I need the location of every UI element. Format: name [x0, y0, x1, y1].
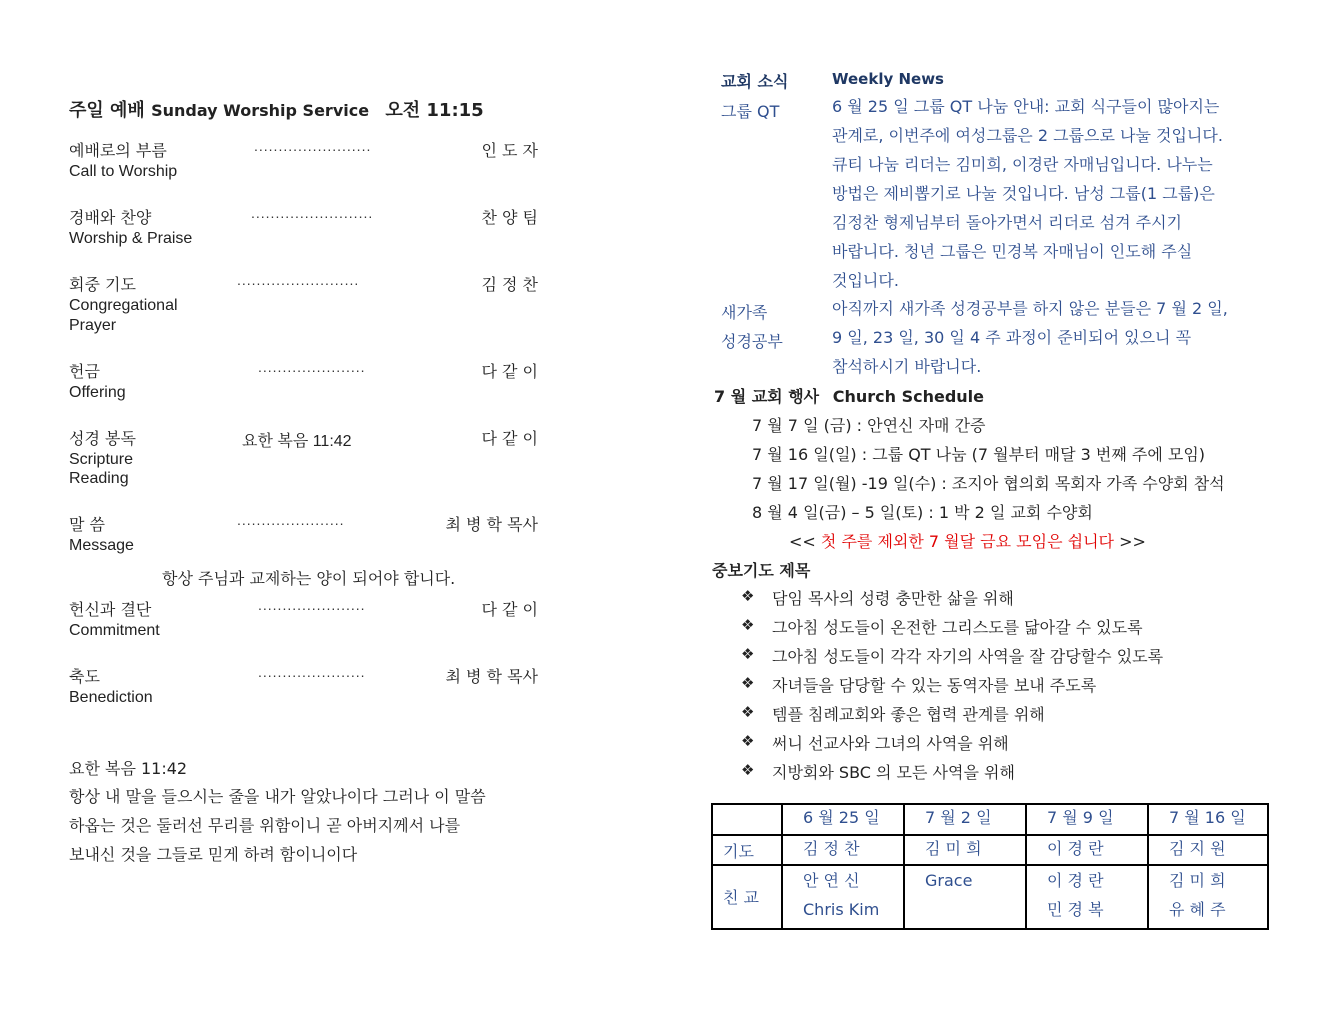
order-item-ko: 예배로의 부름 [69, 141, 167, 160]
order-item-leader: 인 도 자 [481, 141, 538, 160]
duty-fellowship-name: 민 경 복 [1047, 900, 1104, 919]
order-item-en: Scripture [69, 451, 134, 468]
friday-notice [789, 529, 1146, 552]
schedule-item: 7 월 17 일(월) -19 일(수) : 조지아 협의회 목회자 가족 수양회 참석 [752, 474, 1225, 493]
duty-date: 7 월 9 일 [1026, 804, 1148, 835]
schedule-heading [714, 384, 984, 407]
worship-time: 오전 11:15 [385, 100, 484, 121]
duty-table [711, 803, 1269, 930]
duty-prayer-label: 기도 [712, 835, 782, 865]
news-heading-en: Weekly News [832, 70, 944, 88]
schedule-item: 7 월 7 일 (금) : 안연신 자매 간증 [752, 416, 986, 435]
notice-open: << [789, 532, 821, 551]
notice-text: 첫 주를 제외한 7 월달 금요 모임은 쉽니다 [820, 532, 1114, 551]
duty-date: 7 월 2 일 [904, 804, 1026, 835]
qt-line: 큐티 나눔 리더는 김미희, 이경란 자매님입니다. 나누는 [832, 155, 1213, 174]
newcomer-line: 참석하시기 바랍니다. [832, 357, 982, 376]
prayer-item: 써니 선교사와 그녀의 사역을 위해 [772, 734, 1009, 753]
prayer-item: 템플 침례교회와 좋은 협력 관계를 위해 [772, 705, 1045, 724]
duty-prayer-name: 이 경 란 [1026, 835, 1148, 865]
order-item-leader: 최 병 학 목사 [445, 667, 538, 686]
schedule-item: 8 월 4 일(금) – 5 일(토) : 1 박 2 일 교회 수양회 [752, 503, 1093, 522]
duty-fellowship-cell [1148, 865, 1268, 929]
order-item-ko: 헌금 [69, 362, 100, 381]
order-item-ko: 회중 기도 [69, 275, 136, 294]
order-item-ko: 성경 봉독 [69, 429, 136, 448]
prayer-item: 지방회와 SBC 의 모든 사역을 위해 [772, 763, 1015, 782]
duty-prayer-name: 김 미 희 [904, 835, 1026, 865]
scripture-reference: 요한 복음 11:42 [242, 433, 352, 450]
order-item-en: Offering [69, 384, 126, 401]
diamond-bullet-icon: ❖ [741, 616, 755, 634]
notice-close: >> [1113, 532, 1146, 551]
duty-fellowship-name: Chris Kim [803, 900, 880, 919]
duty-prayer-name: 김 정 찬 [782, 835, 904, 865]
order-item-leader: 최 병 학 목사 [445, 515, 538, 534]
duty-corner-cell [712, 804, 782, 835]
duty-fellowship-name: 김 미 희 [1169, 871, 1226, 890]
prayer-item: 그아침 성도들이 각각 자기의 사역을 잘 감당할수 있도록 [772, 647, 1164, 666]
prayer-item: 담임 목사의 성령 충만한 삶을 위해 [772, 589, 1014, 608]
prayer-item: 자녀들을 담당할 수 있는 동역자를 보내 주도록 [772, 676, 1097, 695]
prayer-item: 그아침 성도들이 온전한 그리스도를 닮아갈 수 있도록 [772, 618, 1143, 637]
order-item-en: Benediction [69, 689, 153, 706]
newcomer-label: 새가족 [721, 303, 768, 322]
duty-fellowship-cell [782, 865, 904, 929]
qt-line: 것입니다. [832, 271, 899, 290]
order-item-en: Call to Worship [69, 163, 178, 180]
duty-fellowship-cell [1026, 865, 1148, 929]
duty-date: 6 월 25 일 [782, 804, 904, 835]
diamond-bullet-icon: ❖ [741, 645, 755, 663]
leader-dots: ...................... [258, 664, 366, 680]
qt-line: 김정찬 형제님부터 돌아가면서 리더로 섬겨 주시기 [832, 213, 1183, 232]
leader-dots: ...................... [258, 359, 366, 375]
duty-fellowship-name: Grace [925, 871, 973, 890]
newcomer-label-line2: 성경공부 [721, 332, 783, 351]
prayer-heading: 중보기도 제목 [712, 561, 811, 580]
order-item-en: Message [69, 537, 134, 554]
duty-prayer-name: 김 지 원 [1148, 835, 1268, 865]
schedule-heading-en: Church Schedule [832, 387, 984, 406]
worship-title-en: Sunday Worship Service [151, 101, 370, 120]
order-item-leader: 다 같 이 [481, 600, 538, 619]
qt-text [832, 92, 1223, 295]
order-item-en-line2: Prayer [69, 317, 117, 334]
news-heading-ko: 교회 소식 [721, 72, 789, 91]
diamond-bullet-icon: ❖ [741, 732, 755, 750]
duty-header-row [712, 804, 1268, 835]
order-item-ko: 말 씀 [69, 515, 105, 534]
leader-dots: ...................... [237, 512, 345, 528]
diamond-bullet-icon: ❖ [741, 761, 755, 779]
diamond-bullet-icon: ❖ [741, 703, 755, 721]
qt-line: 방법은 제비뽑기로 나눌 것입니다. 남성 그룹(1 그룹)은 [832, 184, 1215, 203]
order-item-ko: 헌신과 결단 [69, 600, 152, 619]
duty-fellowship-name: 이 경 란 [1047, 871, 1104, 890]
schedule-heading-ko: 7 월 교회 행사 [714, 387, 820, 406]
sermon-note: 항상 주님과 교제하는 양이 되어야 합니다. [162, 569, 456, 588]
qt-line: 관계로, 이번주에 여성그룹은 2 그룹으로 나눌 것입니다. [832, 126, 1223, 145]
order-item-ko: 축도 [69, 667, 100, 686]
duty-fellowship-name: 안 연 신 [803, 871, 860, 890]
diamond-bullet-icon: ❖ [741, 587, 755, 605]
scripture-line: 항상 내 말을 들으시는 줄을 내가 알았나이다 그러나 이 말씀 [69, 787, 486, 806]
scripture-line: 보내신 것을 그들로 믿게 하려 함이니이다 [69, 845, 358, 864]
diamond-bullet-icon: ❖ [741, 674, 755, 692]
leader-dots: ......................... [251, 205, 374, 221]
qt-label: 그룹 QT [721, 102, 780, 121]
order-item-en: Commitment [69, 622, 160, 639]
duty-prayer-row [712, 835, 1268, 865]
order-item-leader: 다 같 이 [481, 362, 538, 381]
scripture-title: 요한 복음 11:42 [69, 759, 188, 778]
duty-date: 7 월 16 일 [1148, 804, 1268, 835]
order-item-en-line2: Reading [69, 470, 129, 487]
order-item-en: Worship & Praise [69, 230, 193, 247]
newcomer-line: 9 일, 23 일, 30 일 4 주 과정이 준비되어 있으니 꼭 [832, 328, 1192, 347]
duty-fellowship-row [712, 865, 1268, 929]
qt-line: 6 월 25 일 그룹 QT 나눔 안내: 교회 식구들이 많아지는 [832, 97, 1220, 116]
duty-fellowship-label: 친 교 [712, 865, 782, 929]
order-item-leader: 김 정 찬 [481, 275, 538, 294]
duty-fellowship-cell [904, 865, 1026, 929]
order-item-leader: 찬 양 팀 [481, 208, 538, 227]
leader-dots: ......................... [237, 272, 360, 288]
order-item-en: Congregational [69, 297, 178, 314]
worship-title-ko: 주일 예배 [69, 100, 145, 121]
leader-dots: ........................ [254, 138, 372, 154]
duty-fellowship-name: 유 혜 주 [1169, 900, 1226, 919]
newcomer-line: 아직까지 새가족 성경공부를 하지 않은 분들은 7 월 2 일, [832, 299, 1228, 318]
schedule-item: 7 월 16 일(일) : 그룹 QT 나눔 (7 월부터 매달 3 번째 주에 모임) [752, 445, 1206, 464]
order-item-leader: 다 같 이 [481, 429, 538, 448]
worship-title [69, 96, 484, 122]
scripture-line: 하옵는 것은 둘러선 무리를 위함이니 곧 아버지께서 나를 [69, 816, 461, 835]
newcomer-text [832, 294, 1228, 381]
leader-dots: ...................... [258, 597, 366, 613]
order-item-ko: 경배와 찬양 [69, 208, 152, 227]
qt-line: 바랍니다. 청년 그룹은 민경복 자매님이 인도해 주실 [832, 242, 1193, 261]
